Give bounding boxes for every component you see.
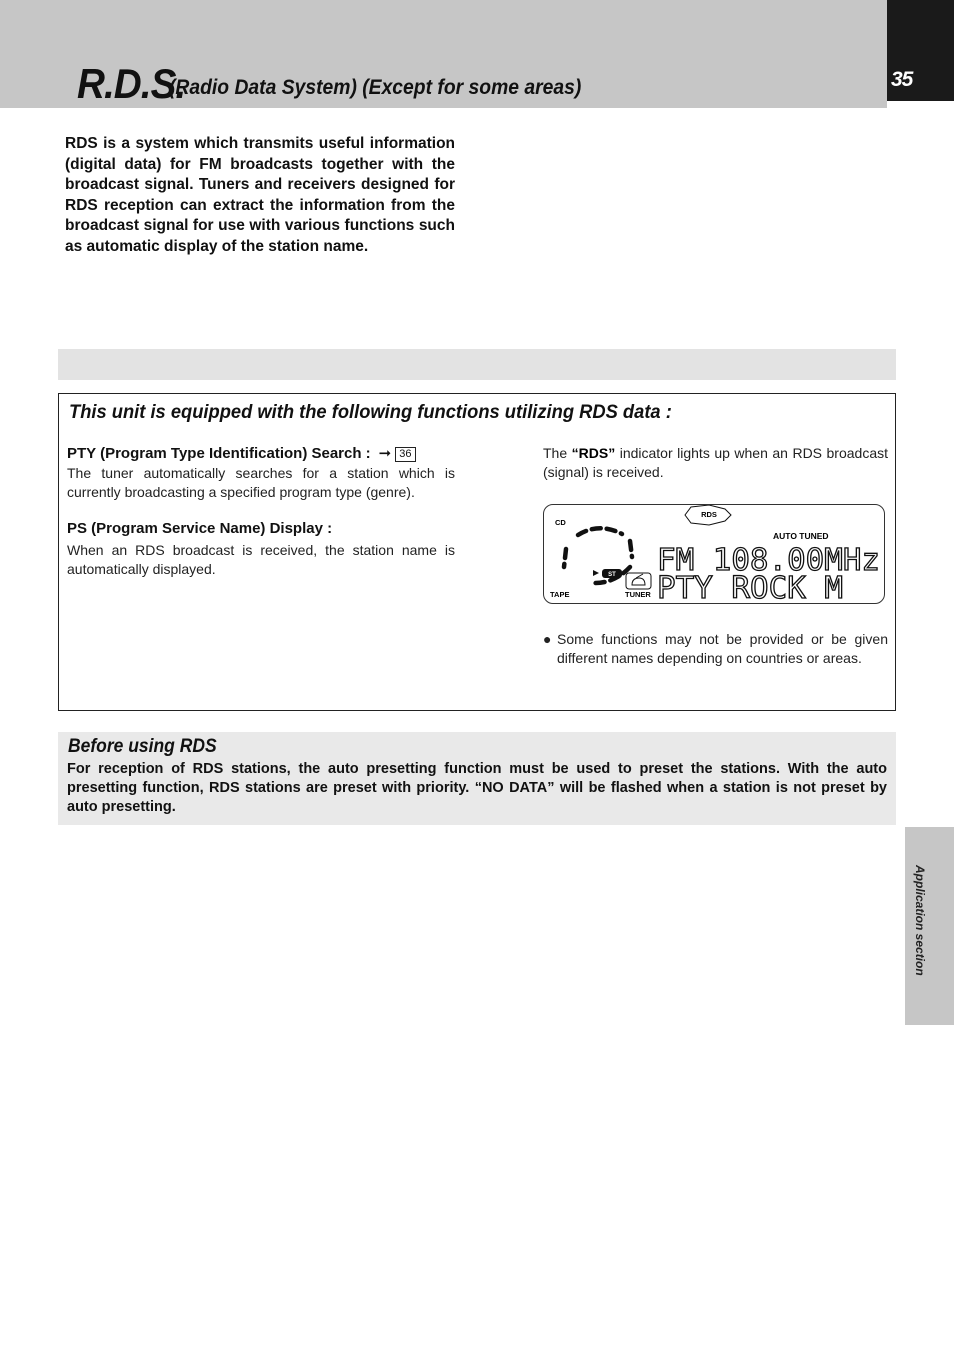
- page-number: 35: [891, 68, 913, 91]
- note-text: Some functions may not be provided or be given different names depending on countries or areas.: [557, 631, 888, 666]
- functions-box: [58, 393, 896, 711]
- page-reference-link[interactable]: 36: [395, 447, 415, 462]
- section-divider-bar: [58, 349, 896, 380]
- arrow-right-icon: ➞: [378, 445, 392, 462]
- before-using-text: For reception of RDS stations, the auto presetting function must be used to preset the stations. With the auto presetting function, RDS stations are preset with priority. “NO DATA” will be flashed when a station is not preset by auto presetting.: [67, 761, 887, 815]
- before-using-heading: Before using RDS: [68, 736, 217, 757]
- rds-desc-pre: The: [543, 445, 572, 461]
- pty-heading-label: PTY (Program Type Identification) Search :: [67, 445, 371, 462]
- title-subtitle: (Radio Data System) (Except for some areas): [169, 76, 582, 99]
- rds-indicator-label: RDS: [701, 510, 717, 519]
- bullet-icon: ●: [543, 631, 552, 647]
- antenna-icon: [632, 574, 645, 585]
- before-using-rds-box: [58, 732, 896, 825]
- play-arrow-icon: [593, 570, 599, 576]
- rds-indicator-description: [543, 444, 888, 482]
- intro-paragraph: RDS is a system which transmits useful information (digital data) for FM broadcasts together with the broadcast signal. Tuners and receivers designed for RDS reception can extract the information from the broadcast signal for use with various functions such as automatic display of the station name.: [65, 135, 455, 255]
- functions-heading: This unit is equipped with the following functions utilizing RDS data :: [69, 401, 672, 423]
- title-main: R.D.S.: [77, 60, 186, 107]
- tuner-indicator-icon: [626, 573, 651, 589]
- side-tab-label: Application section: [913, 865, 927, 976]
- display-line-pty: PTY ROCK M: [657, 571, 843, 603]
- ps-description: When an RDS broadcast is received, the station name is automatically displayed.: [67, 542, 455, 577]
- display-svg: [544, 505, 884, 603]
- auto-tuned-label: AUTO TUNED: [773, 531, 829, 541]
- cd-label: CD: [555, 518, 566, 527]
- rds-desc-post: indicator lights up when an RDS broadcast (signal) is received.: [543, 445, 889, 480]
- pty-description: The tuner automatically searches for a station which is currently broadcasting a specified program type (genre).: [67, 465, 455, 500]
- tuner-label: TUNER: [625, 590, 651, 599]
- tuner-display-illustration: [543, 504, 885, 604]
- section-side-tab: [905, 827, 954, 1025]
- page-title: [77, 60, 582, 108]
- ps-heading: PS (Program Service Name) Display :: [67, 520, 333, 537]
- display-line-frequency: FM 108.00MHz: [657, 543, 880, 578]
- pty-heading: [67, 444, 416, 462]
- tape-label: TAPE: [550, 590, 570, 599]
- functions-note: [543, 630, 888, 668]
- st-label: ST: [608, 572, 616, 578]
- rds-desc-bold: “RDS”: [571, 445, 616, 461]
